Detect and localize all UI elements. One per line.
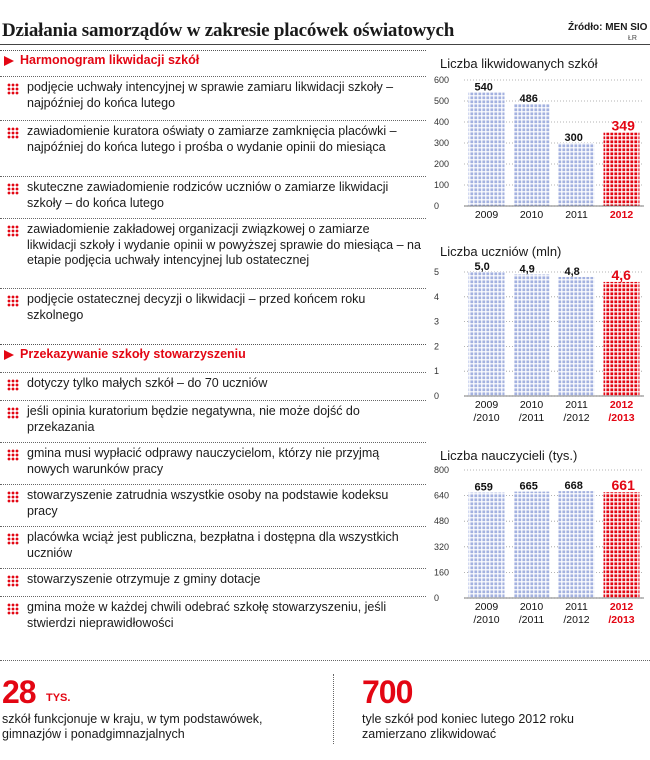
x-tick-label: 2012 bbox=[609, 601, 634, 613]
bar bbox=[559, 491, 595, 598]
list-item bbox=[0, 568, 426, 596]
y-tick-label: 320 bbox=[434, 541, 450, 552]
stats-divider bbox=[0, 660, 650, 661]
stat-desc-line: szkół funkcjonuje w kraju, w tym podstawówek, bbox=[2, 712, 263, 726]
list-item bbox=[0, 400, 426, 442]
stat-desc-line: tyle szkół pod koniec lutego 2012 roku bbox=[362, 712, 574, 726]
list-item-text: podjęcie ostatecznej decyzji o likwidacji – przed końcem roku szkolnego bbox=[27, 292, 366, 322]
data-label: 665 bbox=[519, 480, 538, 493]
data-label: 349 bbox=[611, 117, 635, 134]
list-item bbox=[0, 484, 426, 526]
list-item-text: skuteczne zawiadomienie rodziców uczniów o zamiarze likwidacji szkoły – do końca lutego bbox=[27, 180, 389, 210]
x-tick-label: 2010 bbox=[519, 601, 544, 613]
list-item-text: stowarzyszenie zatrudnia wszystkie osoby na podstawie kodeksu pracy bbox=[27, 488, 389, 518]
y-tick-label: 2 bbox=[434, 341, 440, 352]
list-item bbox=[0, 526, 426, 568]
dot-grid-icon bbox=[7, 491, 19, 503]
triangle-marker-icon bbox=[4, 56, 14, 66]
dot-grid-icon bbox=[7, 127, 19, 139]
list-item bbox=[0, 218, 426, 288]
list-item bbox=[0, 176, 426, 218]
y-tick-label: 3 bbox=[434, 316, 440, 327]
y-tick-label: 200 bbox=[434, 159, 450, 169]
stat-number-schools: 28 bbox=[2, 674, 36, 710]
list-item-text: placówka wciąż jest publiczna, bezpłatna i dostępna dla wszystkich uczniów bbox=[27, 530, 399, 560]
y-tick-label: 4 bbox=[434, 291, 440, 302]
data-label: 4,9 bbox=[519, 263, 535, 276]
y-tick-label: 600 bbox=[434, 75, 450, 85]
section-heading-text: Harmonogram likwidacji szkół bbox=[20, 53, 200, 67]
page-title: Działania samorządów w zakresie placówek oświatowych bbox=[2, 20, 455, 41]
data-label: 486 bbox=[519, 92, 538, 105]
y-tick-label: 100 bbox=[434, 180, 450, 190]
y-tick-label: 0 bbox=[434, 593, 440, 603]
list-item bbox=[0, 596, 426, 640]
y-tick-label: 1 bbox=[434, 366, 440, 377]
list-item bbox=[0, 372, 426, 400]
x-tick-label: /2010 bbox=[473, 412, 500, 424]
list-item bbox=[0, 288, 426, 338]
x-tick-label: 2011 bbox=[565, 399, 588, 411]
stat-desc-line: zamierzano zlikwidować bbox=[362, 727, 497, 741]
chart-title-closures: Liczba likwidowanych szkół bbox=[440, 56, 598, 71]
x-tick-label: /2011 bbox=[518, 412, 545, 424]
x-tick-label: 2012 bbox=[609, 399, 634, 411]
list-item-text: jeśli opinia kuratorium będzie negatywna, nie może dojść do przekazania bbox=[27, 404, 360, 434]
bar bbox=[514, 104, 550, 206]
list-item-text: zawiadomienie zakładowej organizacji związkowej o zamiarze likwidacji szkoły i wydanie opinii w powyższej sprawie do miesiąca – na etapie podjęcia uchwały intencyjnej lub ostatecznej bbox=[27, 222, 421, 267]
bar bbox=[559, 143, 595, 206]
y-tick-label: 480 bbox=[434, 516, 450, 527]
list-item-text: dotyczy tylko małych szkół – do 70 uczniów bbox=[27, 376, 268, 390]
dot-grid-icon bbox=[7, 533, 19, 545]
author-credit: ŁR bbox=[628, 35, 637, 42]
x-tick-label: /2013 bbox=[608, 614, 635, 626]
list-item bbox=[0, 76, 426, 120]
title-divider bbox=[0, 44, 650, 45]
stat-number-planned: 700 bbox=[362, 674, 413, 710]
bar bbox=[514, 492, 550, 598]
data-label: 4,6 bbox=[611, 266, 631, 283]
dot-grid-icon bbox=[7, 83, 19, 95]
list-item bbox=[0, 442, 426, 484]
chart-title-students: Liczba uczniów (mln) bbox=[440, 244, 562, 259]
dot-grid-icon bbox=[7, 225, 19, 237]
section-heading-closure bbox=[0, 50, 426, 70]
x-tick-label: /2013 bbox=[608, 412, 635, 424]
x-tick-label: /2012 bbox=[563, 412, 590, 424]
y-tick-label: 0 bbox=[434, 391, 440, 401]
bar bbox=[559, 277, 595, 396]
dot-grid-icon bbox=[7, 575, 19, 587]
chart-closed-schools bbox=[430, 72, 648, 234]
data-label: 4,8 bbox=[564, 265, 580, 278]
y-tick-label: 640 bbox=[434, 490, 450, 501]
stats-vertical-divider bbox=[333, 674, 334, 744]
x-tick-label: 2009 bbox=[474, 209, 499, 221]
bar bbox=[514, 274, 550, 396]
x-tick-label: 2012 bbox=[609, 209, 634, 221]
y-tick-label: 0 bbox=[434, 201, 440, 211]
x-tick-label: /2011 bbox=[518, 614, 545, 626]
list-item-text: stowarzyszenie otrzymuje z gminy dotacje bbox=[27, 572, 261, 586]
bar bbox=[604, 282, 640, 396]
x-tick-label: 2009 bbox=[474, 601, 499, 613]
y-tick-label: 5 bbox=[434, 267, 440, 277]
source-note: Źródło: MEN SIO bbox=[568, 22, 648, 33]
list-item-text: zawiadomienie kuratora oświaty o zamiarze zamknięcia placówki – najpóźniej do końca lutego i prośba o wydanie opinii do miesiąca bbox=[27, 124, 397, 154]
triangle-marker-icon bbox=[4, 350, 14, 360]
x-tick-label: 2011 bbox=[565, 601, 588, 613]
dot-grid-icon bbox=[7, 183, 19, 195]
section-heading-transfer bbox=[0, 344, 426, 364]
y-tick-label: 500 bbox=[434, 96, 450, 106]
list-item-text: podjęcie uchwały intencyjnej w sprawie zamiaru likwidacji szkoły – najpóźniej do końca lutego bbox=[27, 80, 394, 110]
dot-grid-icon bbox=[7, 449, 19, 461]
y-tick-label: 160 bbox=[434, 567, 450, 578]
dot-grid-icon bbox=[7, 603, 19, 615]
bar bbox=[469, 272, 505, 396]
list-item-text: gmina musi wypłacić odprawy nauczycielom, którzy nie przyjmą nowych warunków pracy bbox=[27, 446, 380, 476]
stat-unit: TYS. bbox=[46, 692, 71, 704]
dot-grid-icon bbox=[7, 407, 19, 419]
dot-grid-icon bbox=[7, 295, 19, 307]
x-tick-label: 2009 bbox=[474, 399, 499, 411]
x-tick-label: /2010 bbox=[473, 614, 500, 626]
x-tick-label: 2011 bbox=[565, 209, 588, 221]
stat-desc-line: gimnazjów i ponadgimnazjalnych bbox=[2, 727, 185, 741]
bar bbox=[604, 133, 640, 206]
data-label: 540 bbox=[474, 81, 493, 94]
chart-students bbox=[430, 260, 648, 432]
bar bbox=[604, 492, 640, 598]
list-item bbox=[0, 120, 426, 176]
bar bbox=[469, 493, 505, 598]
data-label: 659 bbox=[474, 481, 493, 494]
chart-teachers bbox=[430, 462, 648, 634]
chart-title-teachers: Liczba nauczycieli (tys.) bbox=[440, 448, 578, 463]
bar bbox=[469, 93, 505, 206]
y-tick-label: 800 bbox=[434, 465, 450, 475]
x-tick-label: /2012 bbox=[563, 614, 590, 626]
section-heading-text: Przekazywanie szkoły stowarzyszeniu bbox=[20, 347, 246, 361]
list-item-text: gmina może w każdej chwili odebrać szkołę stowarzyszeniu, jeśli stwierdzi nieprawidłowości bbox=[27, 600, 387, 630]
x-tick-label: 2010 bbox=[519, 209, 544, 221]
data-label: 300 bbox=[564, 132, 583, 144]
data-label: 661 bbox=[611, 477, 635, 494]
x-tick-label: 2010 bbox=[519, 399, 544, 411]
y-tick-label: 300 bbox=[434, 138, 450, 148]
data-label: 668 bbox=[564, 480, 583, 493]
y-tick-label: 400 bbox=[434, 117, 450, 127]
dot-grid-icon bbox=[7, 379, 19, 391]
data-label: 5,0 bbox=[474, 261, 490, 273]
